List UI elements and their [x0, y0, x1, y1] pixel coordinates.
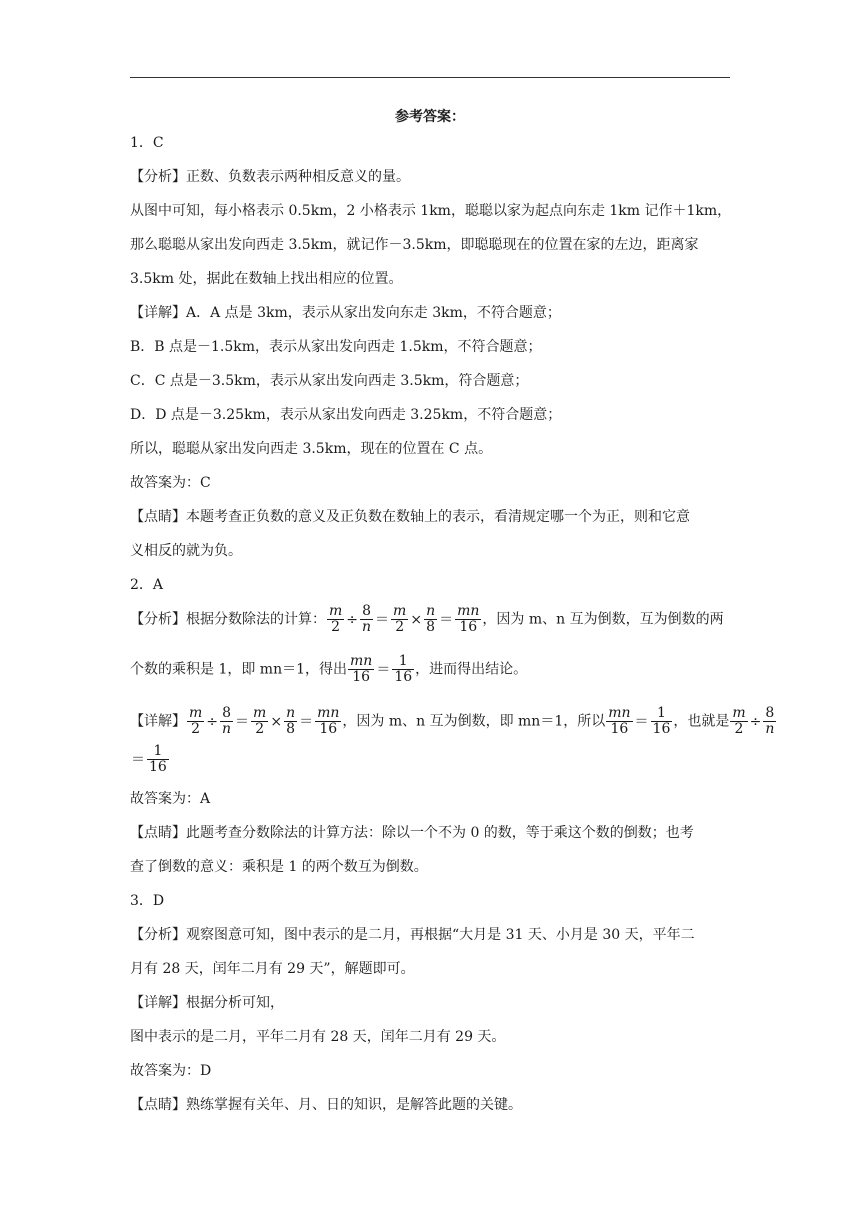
fraction: $\frac{8}{n}$	[222, 705, 232, 737]
answer-3-number: 3．D	[130, 893, 165, 909]
answer-3-detail-1: 【详解】根据分析可知，	[130, 995, 284, 1011]
answer-1-text-2: 那么聪聪从家出发向西走 3.5km，就记作－3.5km，即聪聪现在的位置在家的左边，距离家	[130, 237, 699, 253]
fraction: $\frac{m}{2}$	[732, 705, 746, 737]
fraction: $\frac{1}{16}$	[394, 653, 413, 685]
answer-2-final: 故答案为：A	[130, 791, 211, 807]
fraction: $\frac{1}{16}$	[149, 743, 167, 775]
formula-text: 个数的乘积是 1，即 mn＝1，得出	[130, 661, 348, 678]
answer-3-comment: 【点睛】熟练掌握有关年、月、日的知识，是解答此题的关键。	[130, 1097, 522, 1113]
answer-1-number: 1．C	[130, 135, 164, 151]
formula-text: ，因为 m、n 互为倒数，即 mn＝1，所以	[342, 713, 606, 730]
answer-1-detail-a: 【详解】A．A 点是 3km，表示从家出发向东走 3km，不符合题意；	[130, 305, 561, 321]
answer-3-final: 故答案为：D	[130, 1063, 212, 1079]
answer-2-analysis-cont: 个数的乘积是 1，即 mn＝1，得出 $\frac{mn}{16}$ ＝ $\frac{1}{16}$ ，进而得出结论。	[130, 653, 528, 685]
answer-2-analysis: 【分析】根据分数除法的计算： $\frac{m}{2}$ ÷ $\frac{8}{n}$ ＝ $\frac{m}{2}$ × $\frac{n}{8}$ ＝ $\frac{mn}{16}$ ，因为 m、n 互为倒数，互为倒数的两	[130, 603, 724, 635]
answer-3-detail-2: 图中表示的是二月，平年二月有 28 天，闰年二月有 29 天。	[130, 1029, 506, 1045]
fraction: $\frac{m}{2}$	[189, 705, 203, 737]
answer-1-final: 故答案为：C	[130, 475, 211, 491]
answer-3-analysis-2: 月有 28 天，闰年二月有 29 天”，解题即可。	[130, 961, 415, 977]
formula-text: ，因为 m、n 互为倒数，互为倒数的两	[482, 611, 724, 628]
answer-2-number: 2．A	[130, 577, 164, 593]
answer-1-conclusion: 所以，聪聪从家出发向西走 3.5km，现在的位置在 C 点。	[130, 441, 493, 457]
answer-1-text-3: 3.5km 处，据此在数轴上找出相应的位置。	[130, 271, 403, 287]
fraction: $\frac{m}{2}$	[253, 705, 267, 737]
answer-1-analysis: 【分析】正数、负数表示两种相反意义的量。	[130, 169, 410, 185]
answer-1-text-1: 从图中可知，每小格表示 0.5km，2 小格表示 1km，聪聪以家为起点向东走 1km 记作＋1km，	[130, 203, 732, 219]
fraction: $\frac{mn}{16}$	[608, 705, 631, 737]
formula-text: 【详解】	[130, 713, 186, 730]
fraction: $\frac{n}{8}$	[286, 705, 296, 737]
answer-1-detail-b: B．B 点是－1.5km，表示从家出发向西走 1.5km，不符合题意；	[130, 339, 542, 355]
page-title: 参考答案：	[395, 109, 465, 125]
fraction: $\frac{n}{8}$	[426, 603, 436, 635]
fraction: $\frac{mn}{16}$	[317, 705, 340, 737]
fraction: $\frac{1}{16}$	[652, 705, 671, 737]
fraction: $\frac{mn}{16}$	[350, 653, 373, 685]
answer-1-detail-d: D．D 点是－3.25km，表示从家出发向西走 3.25km，不符合题意；	[130, 407, 562, 423]
formula-text: ，进而得出结论。	[415, 661, 528, 678]
header-rule	[130, 77, 730, 78]
formula-text: ，也就是	[673, 713, 730, 730]
formula-text: 【分析】根据分数除法的计算：	[130, 611, 326, 628]
answer-1-comment-2: 义相反的就为负。	[130, 543, 242, 559]
fraction: $\frac{m}{2}$	[329, 603, 343, 635]
answer-3-analysis-1: 【分析】观察图意可知，图中表示的是二月，再根据“大月是 31 天、小月是 30 天，平年二	[130, 927, 695, 943]
answer-1-comment-1: 【点睛】本题考查正负数的意义及正负数在数轴上的表示，看清规定哪一个为正，则和它意	[130, 509, 690, 525]
answer-2-detail-cont: ＝ $\frac{1}{16}$	[131, 743, 167, 775]
fraction: $\frac{8}{n}$	[765, 705, 775, 737]
fraction: $\frac{8}{n}$	[362, 603, 372, 635]
answer-2-comment-1: 【点睛】此题考查分数除法的计算方法：除以一个不为 0 的数，等于乘这个数的倒数；也考	[130, 825, 694, 841]
answer-1-detail-c: C．C 点是－3.5km，表示从家出发向西走 3.5km，符合题意；	[130, 373, 529, 389]
answer-2-comment-2: 查了倒数的意义：乘积是 1 的两个数互为倒数。	[130, 859, 428, 875]
fraction: $\frac{m}{2}$	[393, 603, 407, 635]
fraction: $\frac{mn}{16}$	[457, 603, 480, 635]
answer-2-detail: 【详解】 $\frac{m}{2}$ ÷ $\frac{8}{n}$ ＝ $\frac{m}{2}$ × $\frac{n}{8}$ ＝ $\frac{mn}{16}$ ，因为 m、n 互为倒数，即 mn＝1，所以 $\frac{mn}{16}$ ＝ $\frac{1}{16}$ ，也就是 $\frac{m}{2}$ ÷ $\frac{8}{n}$	[130, 705, 775, 737]
